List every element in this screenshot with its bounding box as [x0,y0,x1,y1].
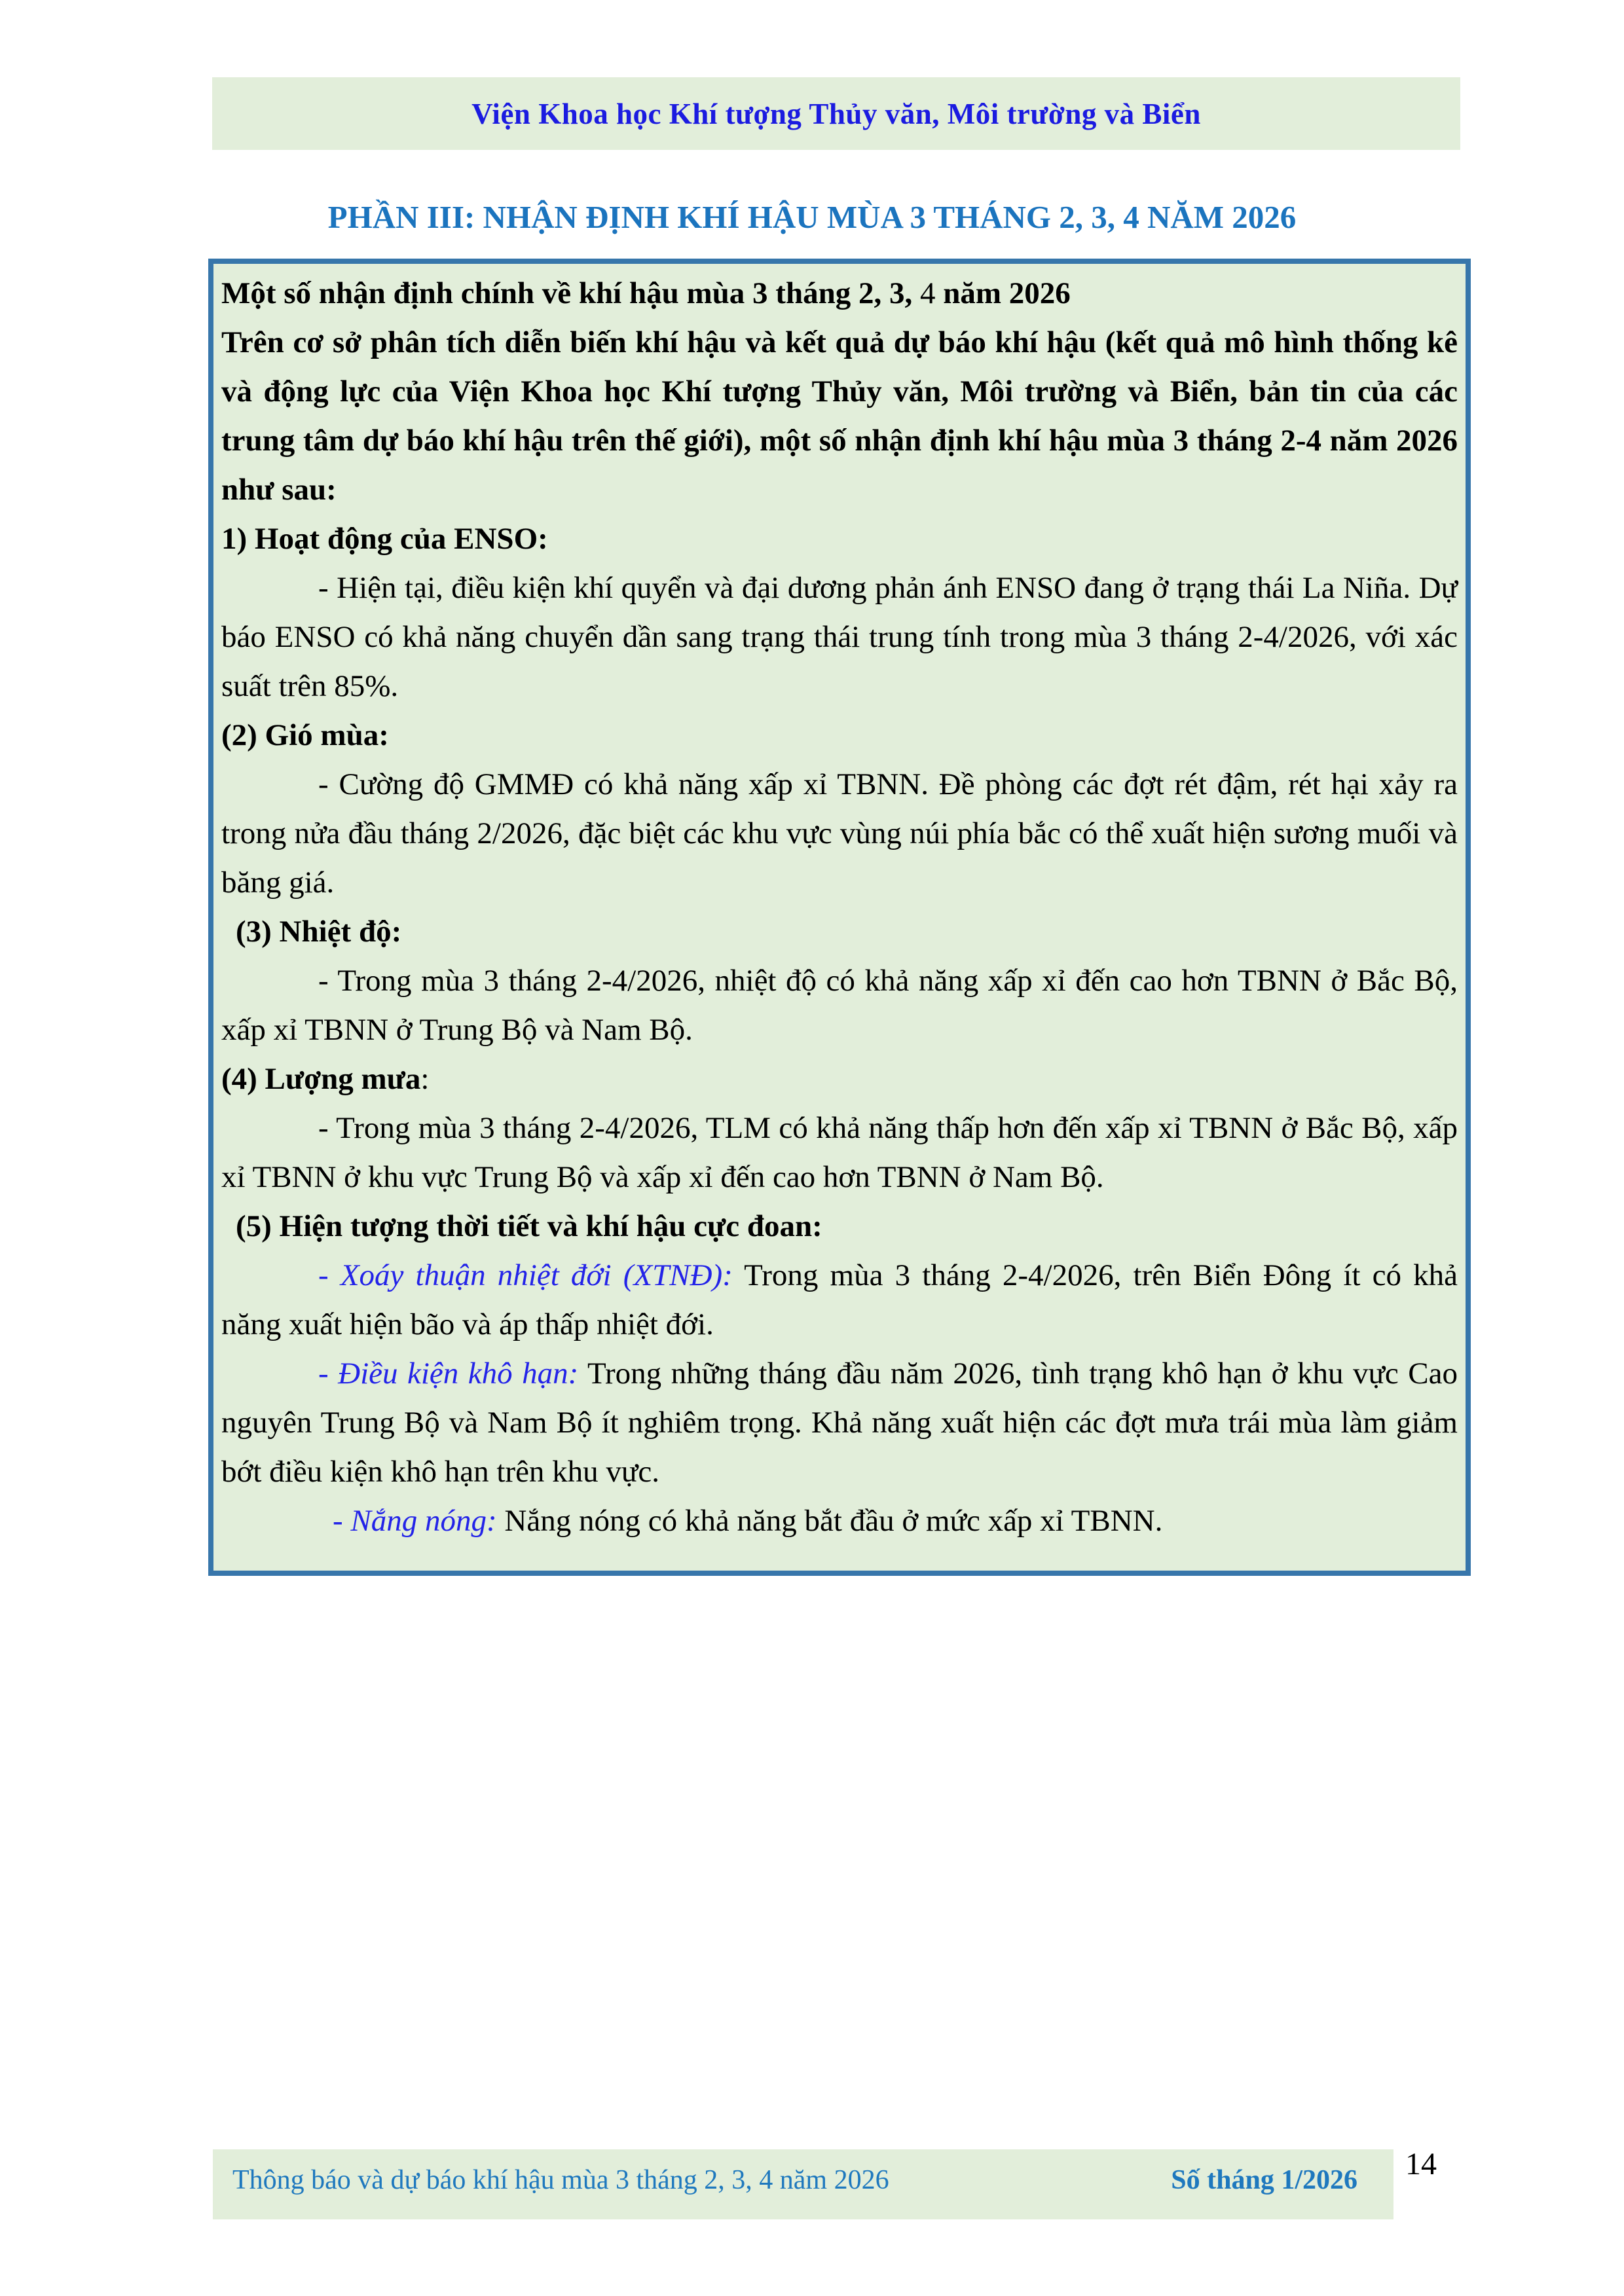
section-temperature-paragraph: - Trong mùa 3 tháng 2-4/2026, nhiệt độ có khả năng xấp xỉ đến cao hơn TBNN ở Bắc Bộ, xấp xỉ TBNN ở Trung Bộ và Nam Bộ. [221,964,1458,1047]
section-rainfall-colon: : [420,1062,430,1096]
extreme-tropical-cyclone-paragraph [221,1251,1458,1349]
box-heading-regular-mid: 4 [919,276,936,310]
section-monsoon-heading: (2) Gió mùa: [221,718,389,752]
section-temperature-heading: (3) Nhiệt độ: [236,915,402,949]
section-extremes-heading: (5) Hiện tượng thời tiết và khí hậu cực đoan: [236,1209,822,1243]
page-number: 14 [1405,2147,1437,2181]
climate-outlook-box [208,259,1471,1576]
box-heading-bold-start: Một số nhận định chính về khí hậu mùa 3 tháng 2, 3, [221,276,913,310]
drought-text: Trong những tháng đầu năm 2026, tình trạng khô hạn ở khu vực Cao nguyên Trung Bộ và Nam Bộ ít nghiêm trọng. Khả năng xuất hiện các đợt mưa trái mùa làm giảm bớt điều kiện khô hạn trên khu vực. [221,1357,1458,1489]
extreme-drought-paragraph [221,1349,1458,1497]
drought-lead: - Điều kiện khô hạn: [318,1357,579,1391]
page-title: PHẦN III: NHẬN ĐỊNH KHÍ HẬU MÙA 3 THÁNG 2, 3, 4 NĂM 2026 [327,199,1297,235]
section-enso-paragraph: - Hiện tại, điều kiện khí quyển và đại dương phản ánh ENSO đang ở trạng thái La Niña. Dự báo ENSO có khả năng chuyển dần sang trạng thái trung tính trong mùa 3 tháng 2-4/2026, với xác suất trên 85%. [221,571,1458,703]
section-rainfall-heading [221,1055,1458,1104]
extreme-heat-paragraph [221,1497,1458,1546]
org-header-band [212,77,1460,150]
heat-lead: - Nắng nóng: [333,1504,497,1538]
footer-bulletin-title: Thông báo và dự báo khí hậu mùa 3 tháng 2, 3, 4 năm 2026 [232,2164,889,2195]
org-name: Viện Khoa học Khí tượng Thủy văn, Môi trường và Biển [471,97,1201,130]
section-monsoon-paragraph: - Cường độ GMMĐ có khả năng xấp xỉ TBNN. Đề phòng các đợt rét đậm, rét hại xảy ra trong nửa đầu tháng 2/2026, đặc biệt các khu vực vùng núi phía bắc có thể xuất hiện sương muối và băng giá. [221,767,1458,900]
footer-issue-number: Số tháng 1/2026 [1171,2164,1357,2195]
intro-paragraph: Trên cơ sở phân tích diễn biến khí hậu và kết quả dự báo khí hậu (kết quả mô hình thống kê và động lực của Viện Khoa học Khí tượng Thủy văn, Môi trường và Biển, bản tin của các trung tâm dự báo khí hậu trên thế giới), một số nhận định khí hậu mùa 3 tháng 2-4 năm 2026 như sau: [221,325,1458,507]
section-rainfall-label: (4) Lượng mưa [221,1062,421,1096]
box-heading-bold-end: năm 2026 [943,276,1071,310]
section-rainfall-paragraph: - Trong mùa 3 tháng 2-4/2026, TLM có khả năng thấp hơn đến xấp xỉ TBNN ở Bắc Bộ, xấp xỉ TBNN ở khu vực Trung Bộ và xấp xỉ đến cao hơn TBNN ở Nam Bộ. [221,1111,1458,1194]
footer-band [213,2149,1393,2219]
tropical-cyclone-lead: - Xoáy thuận nhiệt đới (XTNĐ): [318,1258,733,1292]
box-heading [221,269,1458,318]
section-enso-heading: 1) Hoạt động của ENSO: [221,522,548,556]
tropical-cyclone-text: Trong mùa 3 tháng 2-4/2026, trên Biển Đông ít có khả năng xuất hiện bão và áp thấp nhiệt đới. [221,1258,1458,1341]
heat-text: Nắng nóng có khả năng bắt đầu ở mức xấp xỉ TBNN. [504,1504,1163,1538]
